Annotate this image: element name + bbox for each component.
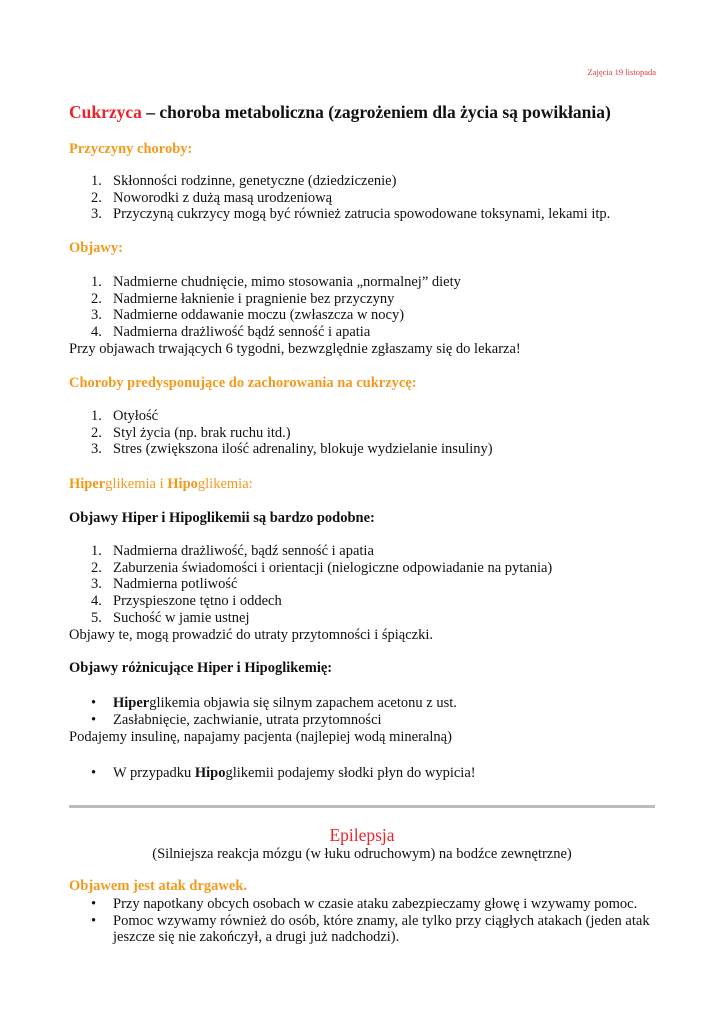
predisposing-heading: Choroby predysponujące do zachorowania na cukrzycę: bbox=[69, 375, 417, 391]
list-item: 3. Przyczyną cukrzycy mogą być również zatrucia spowodowane toksynami, lekami itp. bbox=[91, 206, 611, 223]
similar-note: Objawy te, mogą prowadzić do utraty przytomności i śpiączki. bbox=[69, 627, 434, 643]
list-item: • Pomoc wzywamy również do osób, które znamy, ale tylko przy ciągłych atakach (jeden atak bbox=[91, 912, 650, 929]
causes-heading: Przyczyny choroby: bbox=[69, 141, 193, 157]
symptoms-list bbox=[91, 274, 461, 341]
list-item-continuation: jeszcze się nie zakończył, a drugi już nadchodzi). bbox=[113, 929, 400, 946]
title-disease-name: Cukrzyca bbox=[69, 102, 142, 122]
list-item: 4. Nadmierna drażliwość bądź senność i apatia bbox=[91, 324, 371, 341]
header-note: Zajęcia 19 listopada bbox=[587, 67, 656, 77]
list-item: 4. Przyspieszone tętno i oddech bbox=[91, 593, 282, 610]
list-item: 3. Nadmierne oddawanie moczu (zwłaszcza w nocy) bbox=[91, 307, 405, 324]
list-item: • W przypadku Hipoglikemii podajemy słodki płyn do wypicia! bbox=[91, 765, 476, 781]
similar-heading: Objawy Hiper i Hipoglikemii są bardzo podobne: bbox=[69, 510, 375, 526]
differing-list-2 bbox=[91, 765, 476, 782]
epilepsy-subtitle: (Silniejsza reakcja mózgu (w łuku odruchowym) na bodźce zewnętrzne) bbox=[152, 846, 572, 862]
epilepsy-heading: Objawem jest atak drgawek. bbox=[69, 878, 248, 894]
list-item: • Przy napotkany obcych osobach w czasie ataku zabezpieczamy głowę i wzywamy pomoc. bbox=[91, 896, 638, 912]
section-divider bbox=[69, 805, 655, 808]
differing-list bbox=[91, 695, 457, 728]
similar-list bbox=[91, 543, 552, 626]
differing-note: Podajemy insulinę, napajamy pacjenta (najlepiej wodą mineralną) bbox=[69, 729, 452, 745]
title-description: – choroba metaboliczna (zagrożeniem dla życia są powikłania) bbox=[141, 102, 611, 122]
predisposing-list bbox=[91, 408, 493, 458]
epilepsy-title: Epilepsja bbox=[329, 825, 395, 845]
list-item: 2. Zaburzenia świadomości i orientacji (nielogiczne odpowiadanie na pytania) bbox=[91, 559, 553, 576]
symptoms-note: Przy objawach trwających 6 tygodni, bezwzględnie zgłaszamy się do lekarza! bbox=[69, 341, 521, 357]
list-item: 5. Suchość w jamie ustnej bbox=[91, 609, 250, 626]
list-item: 2. Styl życia (np. brak ruchu itd.) bbox=[91, 424, 291, 441]
glycemia-heading: Hiperglikemia i Hipoglikemia: bbox=[69, 476, 253, 492]
causes-list bbox=[91, 173, 610, 223]
list-item: • Zasłabnięcie, zachwianie, utrata przytomności bbox=[91, 711, 382, 728]
page-title bbox=[69, 102, 611, 123]
list-item: 2. Nadmierne łaknienie i pragnienie bez przyczyny bbox=[91, 290, 395, 307]
list-item: 1. Otyłość bbox=[91, 408, 159, 424]
list-item: 1. Nadmierne chudnięcie, mimo stosowania „normalnej” diety bbox=[91, 274, 461, 290]
list-item: • Hiperglikemia objawia się silnym zapachem acetonu z ust. bbox=[91, 695, 457, 711]
symptoms-heading: Objawy: bbox=[69, 240, 123, 256]
epilepsy-list bbox=[91, 896, 650, 946]
list-item: 3. Stres (zwiększona ilość adrenaliny, blokuje wydzielanie insuliny) bbox=[91, 441, 493, 458]
list-item: 3. Nadmierna potliwość bbox=[91, 576, 238, 593]
list-item: 2. Noworodki z dużą masą urodzeniową bbox=[91, 189, 333, 206]
list-item: 1. Skłonności rodzinne, genetyczne (dziedziczenie) bbox=[91, 173, 397, 189]
list-item: 1. Nadmierna drażliwość, bądź senność i apatia bbox=[91, 543, 374, 559]
differing-heading: Objawy różnicujące Hiper i Hipoglikemię: bbox=[69, 660, 333, 676]
